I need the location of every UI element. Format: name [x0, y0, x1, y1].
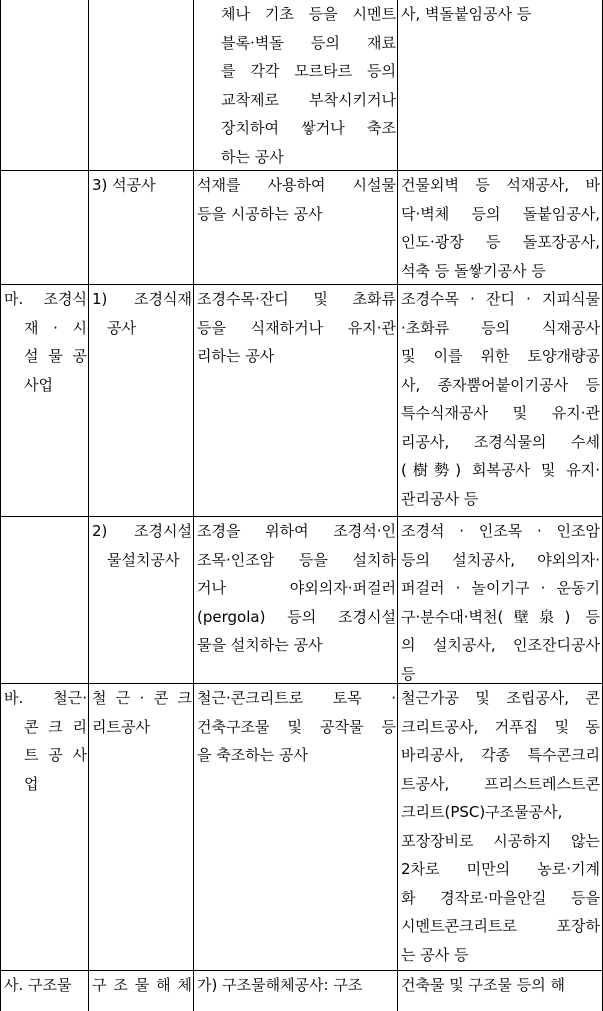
cell-text-line: 조경을 위하여 조경석·인 — [197, 522, 396, 540]
cell-text-line: 철근·콘크리트로 토목 · — [197, 689, 396, 707]
cell-text-line: 물설치공사 — [107, 550, 180, 569]
subcategory-cell — [88, 0, 194, 171]
cell-text-line: 트공사, 프리스트레스트콘 — [401, 774, 600, 793]
cell-text-line: 및 이를 위한 토양개량공 — [401, 347, 600, 365]
cell-text-line: 등의 설치공사, 야외의자· — [401, 550, 600, 569]
example-cell — [397, 284, 603, 517]
cell-text-line: 등을 시공하는 공사 — [197, 204, 323, 223]
cell-text-line: 사, 종자뿜어붙이기공사 등 — [401, 375, 600, 394]
description-cell — [193, 170, 398, 285]
cell-text-line: 구·분수대·벽천(壁泉) 등 — [401, 607, 600, 626]
cell-text-line: 조경수목·잔디 및 초화류 — [197, 290, 396, 308]
cell-text-line: 트 공 사 — [24, 746, 87, 764]
cell-text-line: 퍼걸러 · 놀이기구 · 운동기 — [401, 579, 600, 597]
cell-text-line: 사, 벽돌붙임공사 등 — [401, 5, 532, 23]
cell-text-line: 조경수목 · 잔디 · 지피식물 — [401, 290, 600, 308]
subcategory-cell — [88, 170, 194, 285]
cell-text-line: 건축구조물 및 공작물 등 — [197, 717, 396, 736]
cell-text-line: 물을 설치하는 공사 — [197, 636, 323, 654]
example-cell — [397, 516, 603, 684]
cell-text-line: 건축물 및 구조물 등의 해 — [401, 976, 565, 994]
cell-text-line: 사. 구조물 — [4, 976, 72, 994]
category-cell — [0, 170, 89, 285]
cell-text-line: 는 공사 등 — [401, 945, 469, 964]
cell-text-line: 체나 기초 등을 시멘트 — [221, 5, 396, 23]
cell-text-line: 인도·광장 등 돌포장공사, — [401, 233, 600, 251]
cell-text-line: 를 각각 모르타르 등의 — [221, 62, 396, 80]
cell-text-line: 의 설치공사, 인조잔디공사 — [401, 636, 600, 654]
description-cell — [193, 516, 398, 684]
example-cell — [397, 170, 603, 285]
cell-text-line: 공사 — [107, 318, 136, 337]
cell-text-line: 철 근 · 콘 크 — [92, 689, 192, 707]
cell-text-line: 크리트(PSC)구조물공사, — [401, 803, 563, 821]
cell-text-line: 콘 크 리 — [24, 717, 87, 736]
subcategory-cell — [88, 683, 194, 971]
cell-text-line: 포장장비로 시공하지 않는 — [401, 831, 600, 850]
cell-text-line: 특수식재공사 및 유지·관 — [401, 404, 600, 422]
cell-text-line: 바. 철근· — [4, 689, 87, 707]
cell-text-line: 등을 식재하거나 유지·관 — [197, 318, 396, 337]
description-cell — [193, 683, 398, 971]
cell-text-line: 2) 조경시설 — [92, 522, 192, 540]
cell-text-line: 조경석 · 인조목 · 인조암 — [401, 522, 600, 540]
cell-text-line: 리공사, 조경식물의 수세 — [401, 432, 600, 451]
cell-text-line: 리트공사 — [92, 717, 150, 736]
cell-text-line: 마. 조경식 — [4, 290, 87, 308]
cell-text-line: 3) 석공사 — [92, 176, 156, 194]
cell-text-line: 크리트공사, 거푸집 및 동 — [401, 717, 600, 736]
category-cell — [0, 683, 89, 971]
cell-text-line: 블록·벽돌 등의 재료 — [221, 33, 396, 52]
cell-text-line: 조목·인조암 등을 설치하 — [197, 550, 396, 569]
category-cell — [0, 516, 89, 684]
cell-text-line: 2차로 미만의 농로·기계 — [401, 860, 600, 878]
cell-text-line: 시멘트콘크리트로 포장하 — [401, 917, 600, 935]
cell-text-line: (樹勢) 회복공사 및 유지· — [401, 461, 600, 479]
cell-text-line: 장치하여 쌓거나 축조 — [221, 119, 396, 137]
cell-text-line: 건물외벽 등 석재공사, 바 — [401, 176, 600, 194]
cell-text-line: 교착제로 부착시키거나 — [221, 90, 396, 109]
subcategory-cell — [88, 284, 194, 517]
cell-text-line: (pergola) 등의 조경시설 — [197, 607, 396, 626]
cell-text-line: 을 축조하는 공사 — [197, 746, 308, 764]
category-cell — [0, 0, 89, 171]
cell-text-line: 사업 — [24, 375, 53, 394]
cell-text-line: 리하는 공사 — [197, 347, 275, 365]
cell-text-line: 업 — [24, 774, 39, 793]
cell-text-line: 석축 등 돌쌓기공사 등 — [401, 261, 546, 280]
cell-text-line: 설 물 공 — [24, 347, 87, 365]
subcategory-cell — [88, 516, 194, 684]
cell-text-line: 석재를 사용하여 시설물 — [197, 176, 396, 194]
cell-text-line: 하는 공사 — [221, 147, 284, 166]
cell-text-line: 등 — [401, 664, 416, 683]
example-cell — [397, 683, 603, 971]
example-cell — [397, 0, 603, 171]
category-cell — [0, 284, 89, 517]
cell-text-line: 철근가공 및 조립공사, 콘 — [401, 689, 600, 707]
cell-text-line: 재 · 시 — [24, 318, 87, 337]
cell-text-line: 가) 구조물해체공사: 구조 — [197, 976, 363, 994]
description-cell — [193, 284, 398, 517]
cell-text-line: 바리공사, 각종 특수콘크리 — [401, 746, 600, 764]
cell-text-line: 화 경작로·마을안길 등을 — [401, 888, 600, 907]
cell-text-line: 거나 야외의자·퍼걸러 — [197, 579, 396, 597]
cell-text-line: 1) 조경식재 — [92, 290, 192, 308]
cell-text-line: ·초화류 등의 식재공사 — [401, 318, 600, 337]
cell-text-line: 관리공사 등 — [401, 489, 479, 508]
cell-text-line: 구 조 물 해 체 — [92, 976, 192, 994]
cell-text-line: 닥·벽체 등의 돌붙임공사, — [401, 204, 600, 223]
description-cell — [193, 0, 398, 171]
